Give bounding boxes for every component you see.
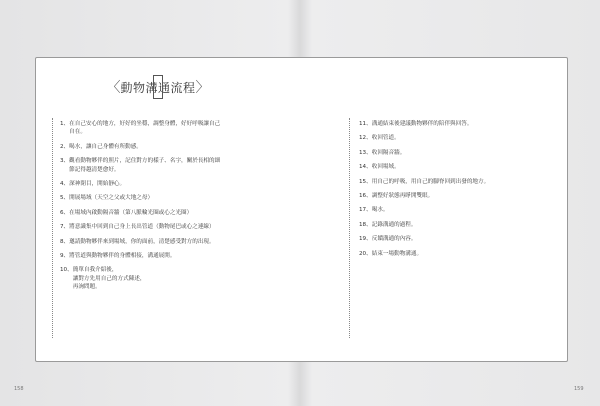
step-text: 觀看動物夥伴的照片，記住對方的樣子、名字，關於長相的細 節記得越清楚愈好。	[69, 158, 221, 173]
step-number: 15、	[359, 178, 372, 185]
content-card	[35, 57, 568, 362]
step-item	[60, 143, 290, 151]
page-number-right: 159	[574, 386, 584, 392]
step-item	[359, 163, 559, 171]
step-item	[359, 250, 559, 258]
step-item	[359, 134, 559, 142]
step-text: 深神閉目，開始靜心。	[69, 181, 126, 188]
step-number: 14、	[359, 164, 372, 171]
step-number: 13、	[359, 149, 372, 156]
title-left-bracket: 〈	[106, 80, 121, 96]
title-frame	[102, 75, 214, 99]
step-number: 19、	[359, 236, 372, 243]
step-item	[60, 194, 290, 202]
step-item	[60, 238, 290, 246]
left-dotted-rule	[52, 118, 53, 338]
step-number: 8、	[60, 238, 70, 245]
step-item	[60, 252, 290, 260]
step-item	[60, 223, 290, 231]
step-number: 2、	[60, 143, 70, 150]
step-text: 調整好狀態再睜開雙眼。	[371, 193, 434, 200]
step-number: 11、	[359, 121, 372, 127]
step-number: 16、	[359, 193, 372, 200]
left-steps-list	[60, 120, 290, 298]
step-text: 喝水，讓自己身體有所動感。	[69, 143, 142, 150]
step-text: 在自己安心的地方，好好的坐穩，調整身體，好好呼吸讓自己 自在。	[69, 121, 221, 136]
step-item	[60, 266, 290, 291]
step-text: 邀請動物夥伴來到場域，你的面前，清楚感受對方的出現。	[69, 238, 215, 245]
step-text: 結束一場動物溝通。	[371, 250, 423, 257]
step-item	[60, 209, 290, 217]
step-item	[359, 120, 559, 128]
step-text: 喝水。	[371, 207, 389, 214]
step-number: 3、	[60, 158, 70, 165]
step-number: 1、	[60, 121, 70, 127]
step-text: 開展場域（天空之父或大地之母）	[69, 195, 154, 202]
step-text: 簡單自我介紹後， 讓對方先用自己的方式陳述， 再詢問題。	[72, 267, 146, 291]
step-text: 溝通結束後建議動物夥伴的陪伴與回答。	[371, 121, 473, 127]
step-item	[60, 180, 290, 188]
step-number: 20、	[359, 250, 372, 257]
step-number: 12、	[359, 135, 372, 142]
step-text: 將管道與動物夥伴的身體相接，溝通展開。	[69, 253, 176, 260]
step-number: 4、	[60, 181, 70, 188]
page-number-left: 158	[14, 386, 24, 392]
step-text: 收回隔音牆。	[371, 149, 406, 156]
title-right-bracket: 〉	[195, 80, 210, 96]
step-number: 6、	[60, 209, 70, 216]
step-number: 10、	[60, 267, 73, 274]
step-item	[359, 192, 559, 200]
step-number: 17、	[359, 207, 372, 214]
step-item	[359, 178, 559, 186]
step-number: 5、	[60, 195, 70, 202]
step-text: 收回管道。	[371, 135, 400, 142]
step-text: 收回場域。	[371, 164, 400, 171]
step-item	[60, 157, 290, 174]
step-text: 用自己的呼吸，用自己的腳脊回到出發的地方。	[371, 178, 490, 185]
step-item	[359, 221, 559, 229]
step-item	[359, 235, 559, 243]
step-item	[359, 149, 559, 157]
right-dotted-rule	[349, 118, 350, 338]
step-text: 將意識集中回到自己身上長出管道（動物尾巴或心之連線）	[69, 224, 215, 231]
right-steps-list	[359, 120, 559, 264]
step-number: 18、	[359, 221, 372, 228]
step-number: 7、	[60, 224, 70, 231]
step-number: 9、	[60, 253, 70, 260]
page-title: 動物溝通流程	[120, 80, 196, 95]
step-item	[60, 120, 290, 137]
step-text: 反饋溝通的內容。	[371, 236, 417, 243]
step-text: 記錄溝通的過程。	[371, 221, 417, 228]
step-text: 在場域內啟動隔音牆（第八脈輪光圈或心之光圈）	[69, 209, 193, 216]
step-item	[359, 206, 559, 214]
